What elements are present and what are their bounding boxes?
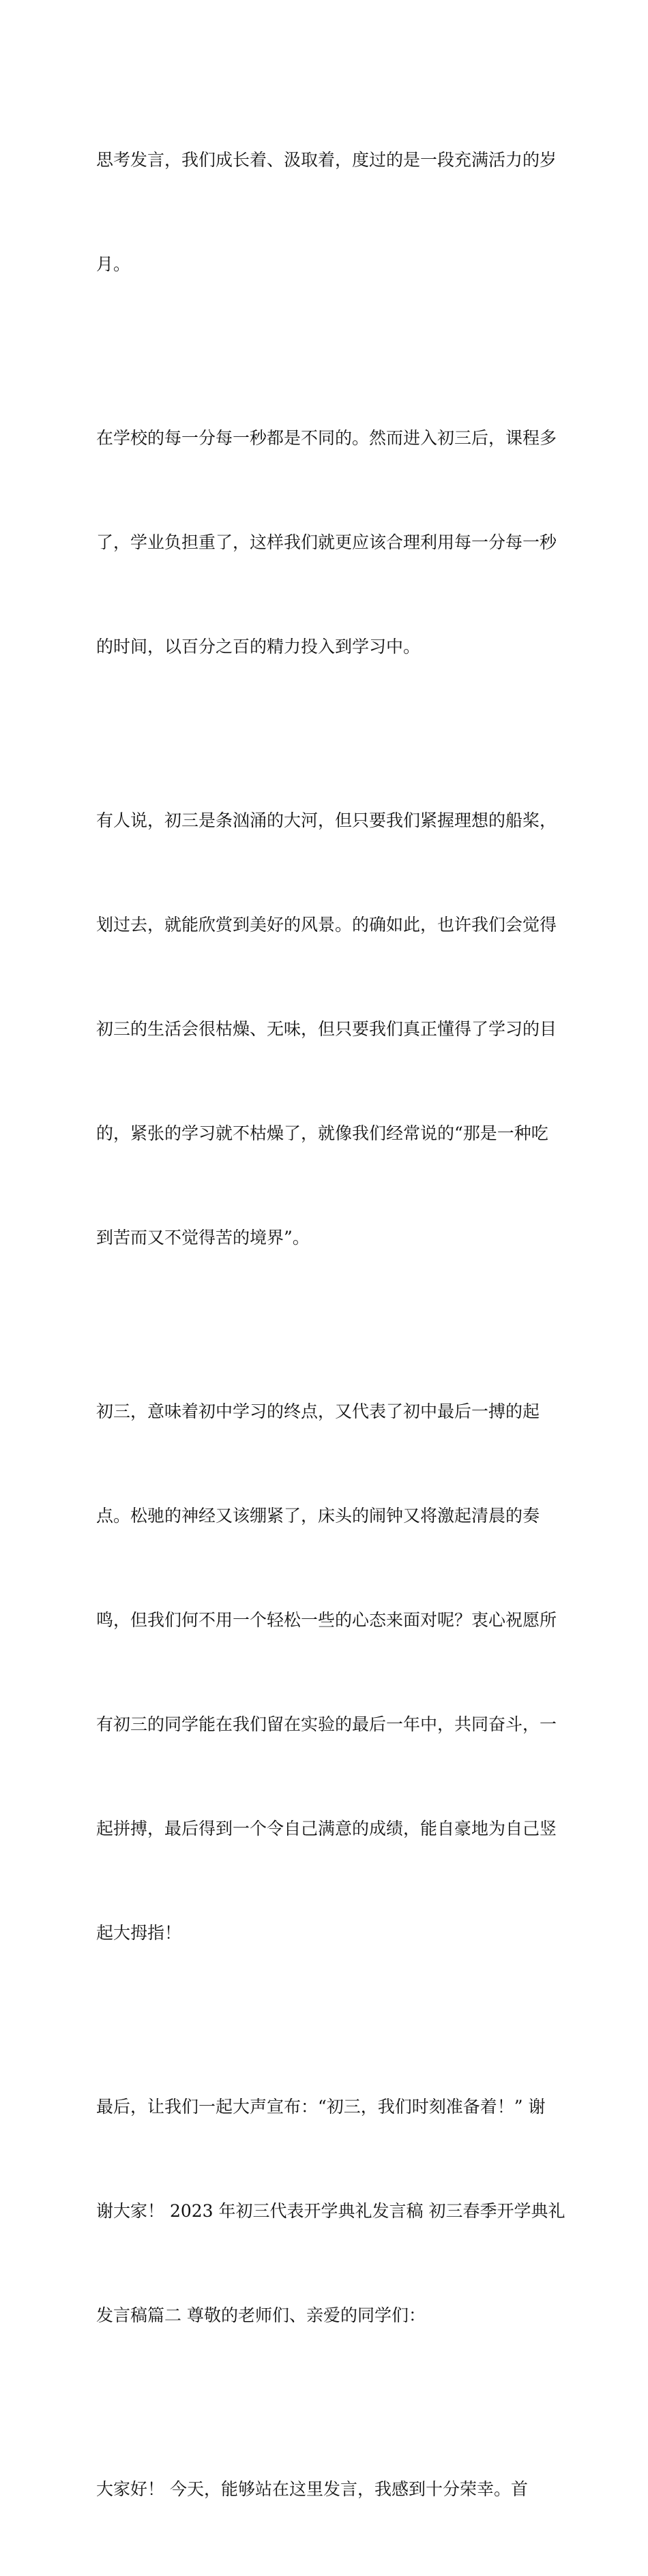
text-line: 了，学业负担重了，这样我们就更应该合理利用每一分每一秒: [96, 532, 557, 552]
text-line: 到苦而又不觉得苦的境界”。: [96, 1228, 310, 1247]
text-line: 发言稿篇二 尊敬的老师们、亲爱的同学们：: [96, 2305, 426, 2325]
paragraph: [96, 2020, 565, 2402]
text-line: 在学校的每一分每一秒都是不同的。然而进入初三后，课程多: [96, 428, 557, 448]
text-line: 起大拇指！: [96, 1923, 182, 1943]
text-line: 思考发言，我们成长着、汲取着，度过的是一段充满活力的岁: [96, 150, 557, 170]
text-line: 的时间，以百分之百的精力投入到学习中。: [96, 637, 421, 656]
paragraph: [96, 1324, 555, 2020]
text-line: 初三的生活会很枯燥、无味，但只要我们真正懂得了学习的目: [96, 1019, 557, 1039]
text-line: 有初三的同学能在我们留在实验的最后一年中，共同奋斗，一: [96, 1714, 557, 1734]
text-line: 的，紧张的学习就不枯燥了，就像我们经常说的“那是一种吃: [96, 1123, 548, 1143]
text-line: 点。松驰的神经又该绷紧了，床头的闹钟又将激起清晨的奏: [96, 1506, 540, 1526]
text-line: 划过去，就能欣赏到美好的风景。的确如此，也许我们会觉得: [96, 915, 557, 935]
text-line: 起拼搏，最后得到一个令自己满意的成绩，能自豪地为自己竖: [96, 1819, 557, 1838]
text-line: 有人说，初三是条汹涌的大河，但只要我们紧握理想的船桨，: [96, 810, 557, 830]
text-line: 大家好！ 今天，能够站在这里发言，我感到十分荣幸。首: [96, 2479, 528, 2499]
text-line: 最后，让我们一起大声宣布：“初三，我们时刻准备着！” 谢: [96, 2097, 546, 2117]
paragraph: [96, 73, 555, 351]
paragraph: [96, 351, 555, 733]
text-line: 初三，意味着初中学习的终点，又代表了初中最后一搏的起: [96, 1401, 540, 1421]
text-line: 鸣，但我们何不用一个轻松一些的心态来面对呢？衷心祝愿所: [96, 1610, 557, 1630]
text-line: 谢大家！ 2023 年初三代表开学典礼发言稿 初三春季开学典礼: [96, 2201, 565, 2221]
document-body: [96, 73, 565, 2576]
text-line: 月。: [96, 254, 131, 274]
paragraph: [96, 2402, 555, 2576]
paragraph: [96, 733, 555, 1324]
